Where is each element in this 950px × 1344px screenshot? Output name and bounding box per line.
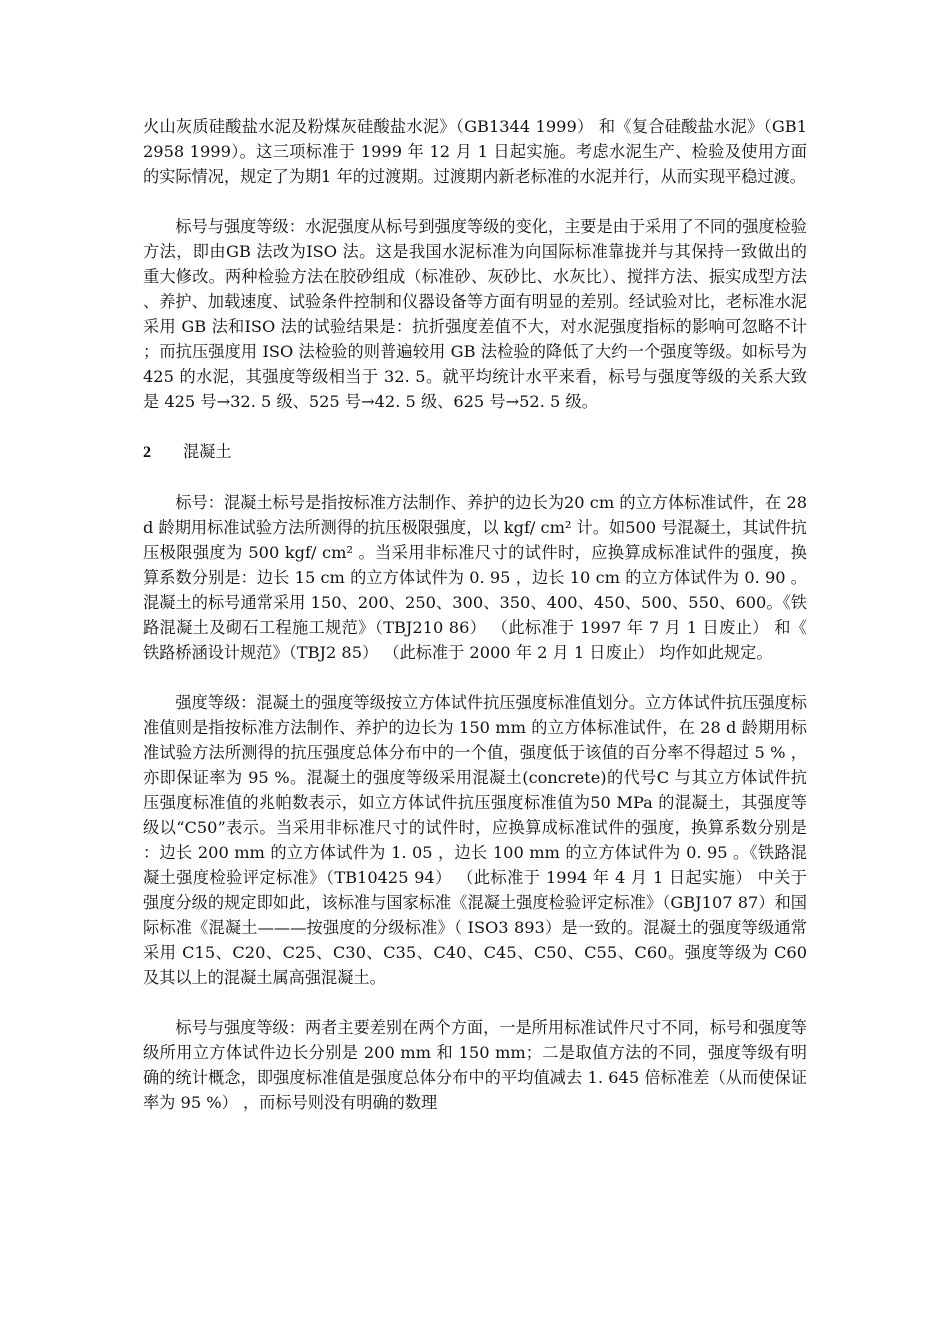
paragraph-concrete-strength-class: 强度等级：混凝土的强度等级按立方体试件抗压强度标准值划分。立方体试件抗压强度标准值则是指按标准方法制作、养护的边长为 150 mm 的立方体标准试件，在 28 d 龄期用标准试验方法所测得的抗压强度总体分布中的一个值，强度低于该值的百分率不得超过 5 % ，亦即保证率为 95 %。混凝土的强度等级采用混凝土(concrete)的代号C 与其立方体试件抗压强度标准值的兆帕数表示，如立方体试件抗压强度标准值为50 MPa 的混凝土，其强度等级以“C50”表示。当采用非标准尺寸的试件时，应换算成标准试件的强度，换算系数分别是：边长 200 mm 的立方体试件为 1. 05 ，边长 100 mm 的立方体试件为 0. 95 。《铁路混凝土强度检验评定标准》（TB10425 94） （此标准于 1994 年 4 月 1 日起实施） 中关于强度分级的规定即如此，该标准与国家标准《混凝土强度检验评定标准》（GBJ107 87）和国际标准《混凝土———按强度的分级标准》（ ISO3 893）是一致的。混凝土的强度等级通常采用 C15、C20、C25、C30、C35、C40、C45、C50、C55、C60。强度等级为 C60 及其以上的混凝土属高强混凝土。 [143,693,808,987]
paragraph-grade-vs-class: 标号与强度等级：两者主要差别在两个方面，一是所用标准试件尺寸不同，标号和强度等级所用立方体试件边长分别是 200 mm 和 150 mm；二是取值方法的不同，强度等级有明确的统计概念，即强度标准值是强度总体分布中的平均值减去 1. 645 倍标准差（从而使保证率为 95 %） ，而标号则没有明确的数理 [143,1018,807,1112]
paragraph-concrete-grade: 标号：混凝土标号是指按标准方法制作、养护的边长为20 cm 的立方体标准试件，在 28 d 龄期用标准试验方法所测得的抗压极限强度，以 kgf/ cm² 计。如500 号混凝土，其试件抗压极限强度为 500 kgf/ cm² 。当采用非标准尺寸的试件时，应换算成标准试件的强度，换算系数分别是：边长 15 cm 的立方体试件为 0. 95 ，边长 10 cm 的立方体试件为 0. 90 。混凝土的标号通常采用 150、200、250、300、350、400、450、500、550、600。《铁路混凝土及砌石工程施工规范》（TBJ210 86） （此标准于 1997 年 7 月 1 日废止） 和《铁路桥涵设计规范》（TBJ2 85） （此标准于 2000 年 2 月 1 日废止） 均作如此规定。 [143,493,807,662]
paragraph-cement-standards: 火山灰质硅酸盐水泥及粉煤灰硅酸盐水泥》（GB1344 1999） 和《复合硅酸盐水泥》（GB12958 1999）。这三项标准于 1999 年 12 月 1 日起实施。考虑水泥生产、检验及使用方面的实际情况，规定了为期1 年的过渡期。过渡期内新老标准的水泥并行，从而实现平稳过渡。 [143,117,807,186]
document-page [143,114,807,1115]
paragraph-cement-grade-strength: 标号与强度等级：水泥强度从标号到强度等级的变化，主要是由于采用了不同的强度检验方法，即由GB 法改为ISO 法。这是我国水泥标准为向国际标准靠拢并与其保持一致做出的重大修改。两种检验方法在胶砂组成（标准砂、灰砂比、水灰比）、搅拌方法、振实成型方法、养护、加载速度、试验条件控制和仪器设备等方面有明显的差别。经试验对比，老标准水泥采用 GB 法和ISO 法的试验结果是：抗折强度差值不大，对水泥强度指标的影响可忽略不计；而抗压强度用 ISO 法检验的则普遍较用 GB 法检验的降低了大约一个强度等级。如标号为 425 的水泥，其强度等级相当于 32. 5。就平均统计水平来看，标号与强度等级的关系大致是 425 号→32. 5 级、525 号→42. 5 级、625 号→52. 5 级。 [143,217,807,411]
section-heading [143,439,807,465]
section-title: 混凝土 [183,442,232,461]
section-number: 2 [143,443,152,461]
